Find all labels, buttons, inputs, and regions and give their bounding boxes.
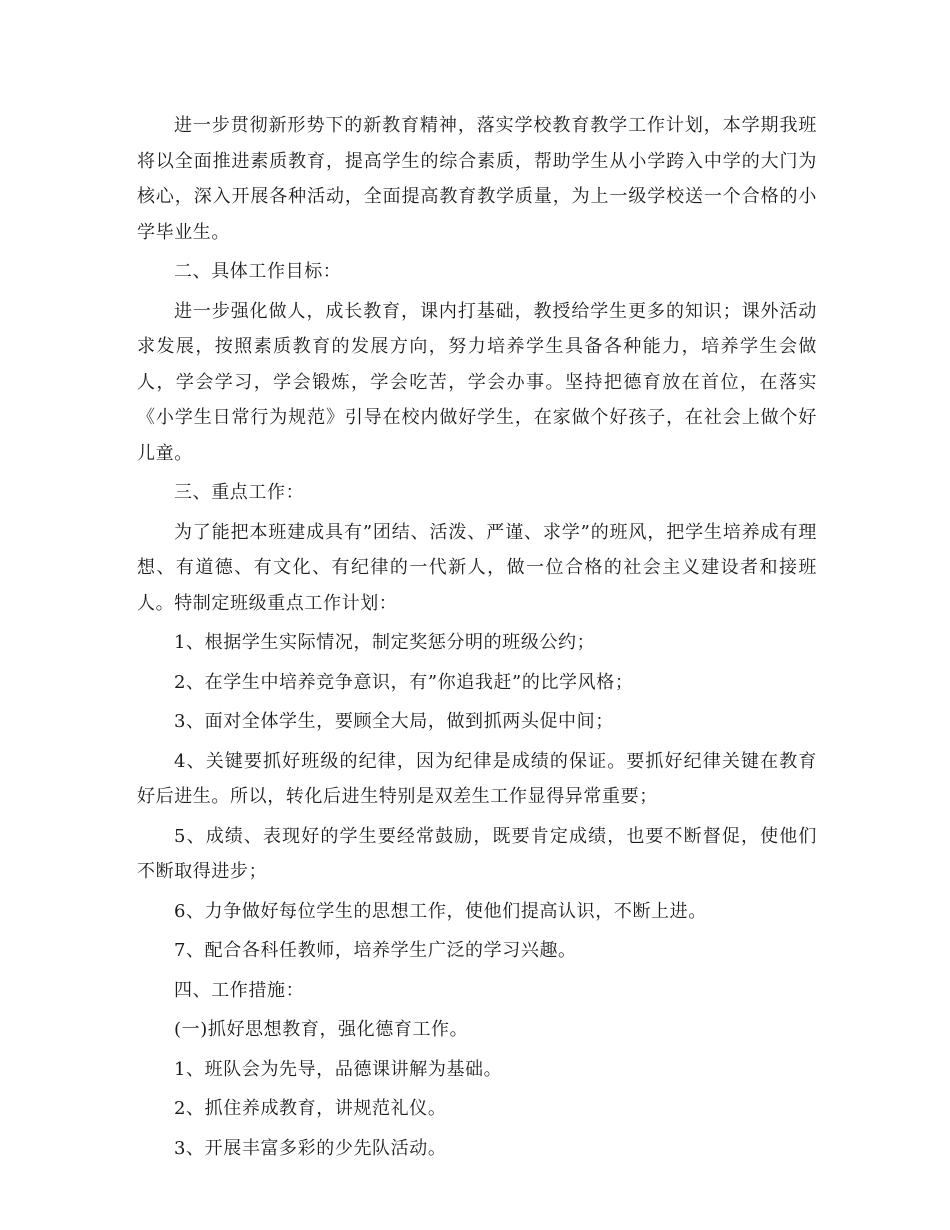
- list-item: 1、根据学生实际情况，制定奖惩分明的班级公约；: [174, 632, 596, 653]
- list-item: 2、抓住养成教育，讲规范礼仪。: [174, 1098, 447, 1119]
- heading-key-work: 三、重点工作：: [174, 482, 305, 503]
- list-item: 2、在学生中培养竞争意识，有”你追我赶”的比学风格；: [174, 671, 634, 693]
- heading-measures: 四、工作措施：: [174, 979, 305, 1001]
- list-item: 3、开展丰富多彩的少先队活动。: [174, 1137, 447, 1159]
- paragraph-intro: 进一步贯彻新形势下的新教育精神，落实学校教育教学工作计划，本学期我班将以全面推进素质教育，提高学生的综合素质，帮助学生从小学跨入中学的大门为核心，深入开展各种活动，全面提高教育教学质量，为上一级学校送一个合格的小学毕业生。: [137, 115, 817, 243]
- paragraph-key-work: 为了能把本班建成具有”团结、活泼、严谨、求学”的班风，把学生培养成有理想、有道德、有文化、有纪律的一代新人，做一位合格的社会主义建设者和接班人。特制定班级重点工作计划：: [137, 521, 817, 614]
- subheading-moral-education: (一)抓好思想教育，强化德育工作。: [174, 1019, 469, 1040]
- document-body: [137, 108, 817, 1166]
- list-item: 1、班队会为先导，品德课讲解为基础。: [174, 1058, 503, 1080]
- list-item: 5、成绩、表现好的学生要经常鼓励，既要肯定成绩，也要不断督促，使他们不断取得进步；: [137, 825, 817, 882]
- list-item: 7、配合各科任教师，培养学生广泛的学习兴趣。: [174, 940, 577, 961]
- list-item: 3、面对全体学生，要顾全大局，做到抓两头促中间；: [174, 711, 614, 732]
- paragraph-goals: 进一步强化做人，成长教育，课内打基础，教授给学生更多的知识；课外活动求发展，按照素质教育的发展方向，努力培养学生具备各种能力，培养学生会做人，学会学习，学会锻炼，学会吃苦，学会办事。坚持把德育放在首位，在落实《小学生日常行为规范》引导在校内做好学生，在家做个好孩子，在社会上做个好儿童。: [137, 300, 817, 464]
- heading-specific-goals: 二、具体工作目标：: [174, 261, 342, 282]
- list-item: 4、关键要抓好班级的纪律，因为纪律是成绩的保证。要抓好纪律关键在教育好后进生。所以，转化后进生特别是双差生工作显得异常重要；: [137, 750, 817, 807]
- list-item: 6、力争做好每位学生的思想工作，使他们提高认识，不断上进。: [174, 900, 707, 922]
